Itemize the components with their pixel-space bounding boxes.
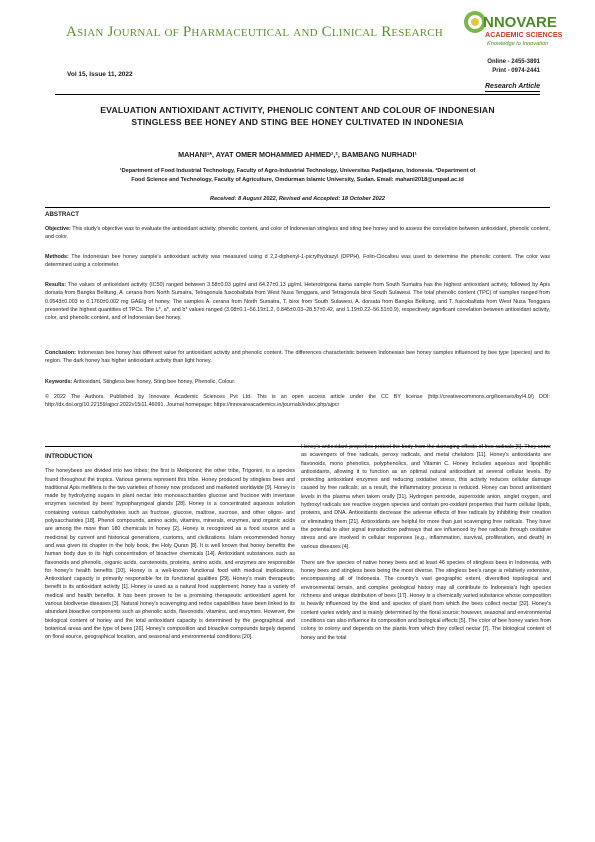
conclusion-label: Conclusion: — [45, 350, 76, 356]
title-line-1: EVALUATION ANTIOXIDANT ACTIVITY, PHENOLIC CONTENT AND COLOUR OF INDONESIAN — [100, 105, 495, 115]
abstract-objective — [45, 225, 550, 242]
volume-issue: Vol 15, Issue 11, 2022 — [67, 71, 133, 78]
journal-title: Asian Journal of Pharmaceutical and Clinical Research — [66, 24, 443, 40]
intro-paragraph-3: There are five species of native honey bees and at least 46 species of stingless bees in Indonesia, with honey bees and stingless bees being the most diverse. The stingless bee's range is relatively extensive, encompassing all of Indonesia. The country's vast geographic extent, diversified topological and environmental terrain, and complex geological history may all contribute to Indonesia's high species richness and unique distribution of bees [17]. Honey is a chemically varied substance whose composition is heavily influenced by the kind and species of plant from which the bees collect nectar [32]. Honey's content varies widely and is mainly determined by the floral source; however, seasonal and environmental conditions can also influence its composition and biological effects [5]. The color of bee honey varies from colony to colony and depends on the plants from which they collect nectar [7]. The biological content of honey and the total — [301, 559, 551, 641]
results-label: Results: — [45, 282, 67, 288]
svg-text:Knowledge to Innovation: Knowledge to Innovation — [487, 41, 549, 47]
affiliations — [58, 167, 537, 184]
issn-online: Online - 2455-3891 — [487, 59, 540, 65]
conclusion-text: Indonesian bee honey has different value for antioxidant activity and phenolic content. The differences characteristic between Indonesian bee honey samples influenced by bee type (species) and its region. The dark honey has higher antioxidant activity than light honey. — [45, 350, 550, 365]
header-divider — [55, 94, 540, 95]
abstract-methods — [45, 253, 550, 270]
title-line-2: STINGLESS BEE HONEY AND STING BEE HONEY CULTIVATED IN INDONESIA — [131, 117, 464, 127]
body-column-right — [301, 443, 551, 650]
svg-text:NNOVARE: NNOVARE — [483, 14, 557, 31]
affiliation-line-1: ¹Department of Food Industrial Technology, Faculty of Agro-Industrial Technology, Universitas Padjadjaran, Indonesia. ²Department of — [119, 168, 476, 174]
results-text: The values of antioxidant activity (IC50) ranged between 3.58±0.03 µg/ml and 64.27±0.13 µg/ml. Heterotrigona itama sample from South Sumatra has the highest antioxidant activity, followed by Apis dorsata from Bangka Belitung, A. cerana from North Sumatra, Tetragonula fuscobaltata from West Nusa Tenggara, and Tetragonula biroi South Sulawesi. The total phenolic content (TPC) of samples ranged from 0.0543±0.003 to 0.1760±0.002 mg GAE/g of honey. The samples A. cerana from North Sumatra, T. biroi from South Sulawesi, A. dorsata from Bangka Belitung, and T. fuscobaltata from West Nusa Tenggara presented the highest quantities of TPCs. The L*, a*, and b* values ranged (3.08±0.1–56.19±1.2, 0.845±0.03–28.57±0.42, and 1.19±0.22–56.51±0.9), respectively significant correlation between antioxidant activity, color, and phenolic content, and of Indonesian bee honey. — [45, 282, 550, 322]
abstract-heading: ABSTRACT — [45, 211, 80, 218]
abstract-conclusion — [45, 349, 550, 366]
objective-text: This study's objective was to evaluate the antioxidant activity, phenolic content, and color of Indonesian stingless and sting bee honey and to assess the correlation between antioxidant, phenolic content, and color. — [45, 226, 550, 241]
article-type: Research Article — [485, 83, 540, 90]
methods-label: Methods: — [45, 254, 69, 260]
introduction-heading: INTRODUCTION — [45, 453, 93, 460]
intro-paragraph-1: The honeybees are divided into two tribes; the first is Meliponini; the other tribe, Trigonini, is a species found throughout the tropics. Various genera represent this tribe. Honey produced by stingless bees and traditional Apis mellifera is the two varieties of honey now produced and marketed worldwide [9]. Honey is made by hydrolyzing sugars in plant nectar into monosaccharides glucose and fructose with invertase enzymes secreted by bees' hypopharyngeal glands [28]. Honey is a concentrated aqueous solution containing various carbohydrates such as fructose, glucose, maltose, sucrose, and other oligos- and polysaccharides [18]. Phenol compounds, amino acids, vitamins, minerals, enzymes, and organic acids are among the more than 180 chemicals in honey [2]. Honey is recognized as a food source and a medicinal by current and historical generations, customs, and civilizations. Islam recommended honey and was given its chapter in the holy book, the Holy Quran [8]. It is well known that honey benefits the human body due to its high concentration of bioactive chemicals [14]. Antioxidant substances such as flavonoids and phenolic, organic acids, carotenoids, proteins, amino acids, and enzymes are responsible for honey's health benefits [10]. Honey is a well-known functional food with medical implications. Antioxidant capacity is primarily responsible for its functional qualities [29]. Honey's main therapeutic benefit is its antioxidant activity [1]. Honey is used as a natural food supplement; honey has a variety of medical and health benefits. It has been proven to be a promising therapeutic antioxidant agent for various biodiverse diseases [3]. Natural honey's scavenging and redox capabilities have been linked to its abundant bioactive components such as phenolic acids, flavonoids, vitamins, and enzymes. However, the biological content of honey and the total antioxidant capacity is determined by the geographical and botanical areas and the type of bees [26]. Honey's composition and bioactive compounds largely depend on floral source, geographical location, and seasonal and environmental conditions [20]. — [45, 468, 295, 641]
affiliation-line-2: Food Science and Technology, Faculty of Agriculture, Omdurman Islamic University, Sudan. Email: mahani2018@unpad.ac.id — [131, 176, 464, 183]
issn-print: Print - 0974-2441 — [492, 67, 540, 74]
authors: MAHANI¹*, AYAT OMER MOHAMMED AHMED¹,², BAMBANG NURHADI¹ — [178, 150, 417, 159]
keywords-text: Antioxidant, Stingless bee honey, Sting bee honey, Phenolic, Colour. — [73, 379, 236, 385]
issn-block — [487, 58, 540, 76]
abstract-results — [45, 281, 550, 322]
license-statement: © 2022 The Authors. Published by Innovare Academic Sciences Pvt Ltd. This is an open access article under the CC BY license (http://creativecommons.org/licenses/by/4.0/) DOI: http://dx.doi.org/10.22159/ajpcr.2022v15i11.46091. Journal homepage: https://innovareacademics.in/journals/index.php/ajpcr — [45, 394, 550, 409]
paper-title — [60, 104, 535, 128]
body-column-left — [45, 453, 295, 650]
svg-text:ACADEMIC SCIENCES: ACADEMIC SCIENCES — [485, 30, 563, 39]
objective-label: Objective: — [45, 226, 71, 232]
innovare-logo — [461, 7, 581, 59]
abstract-top-rule — [45, 207, 550, 208]
keywords-label: Keywords: — [45, 379, 73, 385]
abstract-keywords — [45, 378, 550, 386]
intro-paragraph-2: Honey's antioxidant properties protect the body from the damaging effects of free radicals [6]. They serve as scavengers of free radicals, peroxy radicals, and metal chelators [11]. Honey's antioxidants are flavonoids, mono phenolics, polyphenolics, and Vitamin C. Honey includes aqueous and lipophilic antioxidants, allowing it to function as an optimal natural antioxidant at several cellular levels. By protecting antioxidant enzymes and reducing oxidative stress, this activity reduces cellular damage caused by free radicals; as a result, the inflammatory process is reduced. Honey can boost antioxidant levels in the plasma when taken orally [31]. Hydrogen peroxide, superoxide anion, singlet oxygen, and hydroxyl radicals are reactive oxygen species and contain pro-oxidant properties that harm cellular lipids, proteins, and DNA. Antioxidants decrease the adverse effects of free radicals by inhibiting their creation or eliminating them [21]. Antioxidants are helpful for more than just scavenging free radicals. They have the potential to alter signal transduction pathways that are influenced by free radicals through oxidative stress and are involved in cellular responses (e.g., inflammation, survival, proliferation, and death) in various diseases [4]. — [301, 444, 551, 550]
methods-text: The Indonesian bee honey sample's antioxidant activity was measured using d 2,2-diphenyl-1-picrylhydrazyl (DPPH). Folin-Ciocalteu was used to determine the phenolic content. The color was determined using a colorimeter. — [45, 254, 550, 269]
received-dates: Received: 8 August 2022, Revised and Accepted: 18 October 2022 — [210, 196, 385, 202]
